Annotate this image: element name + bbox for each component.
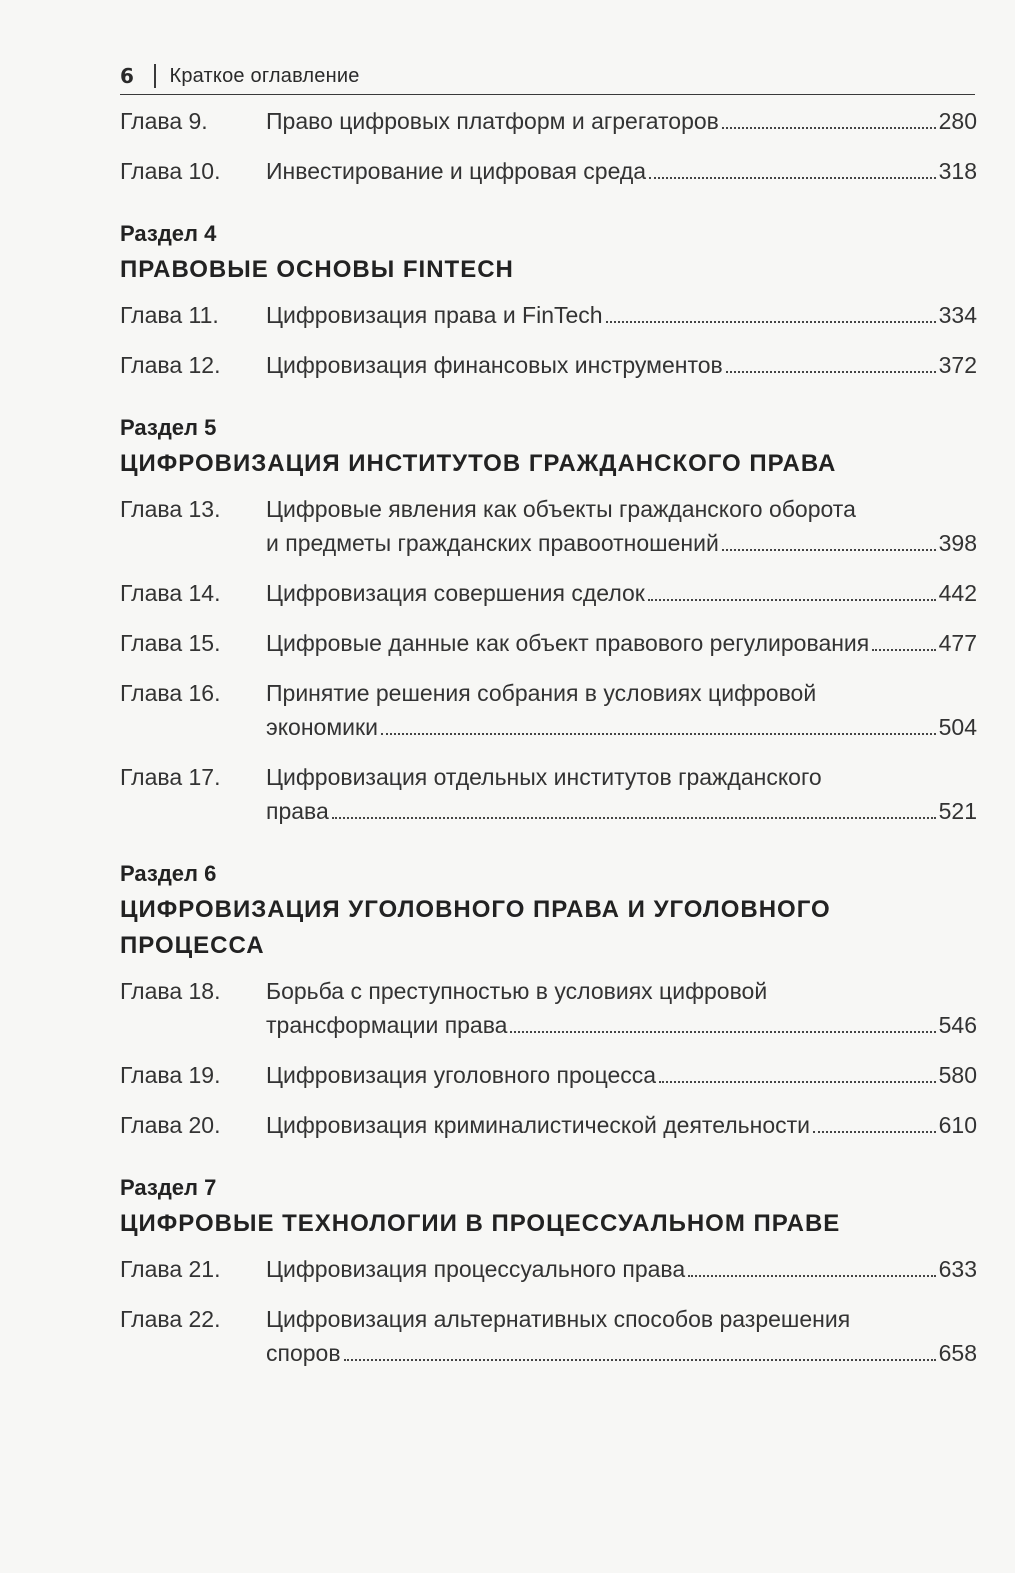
chapter-label: Глава 16. [120,680,221,706]
chapter-label: Глава 12. [120,352,221,378]
chapter-title-text: права [266,798,329,824]
chapter-title-last-line [266,576,977,610]
chapter-title-last-line [266,154,977,188]
toc-entry [120,1058,977,1092]
toc-entry [120,104,977,138]
chapter-title [266,348,977,382]
chapter-title-text: Цифровые данные как объект правового регулирования [266,630,870,656]
table-of-contents [120,104,977,1386]
chapter-title-line: Борьба с преступностью в условиях цифровой [266,978,768,1004]
chapter-page-number: 318 [938,158,977,184]
chapter-title-line: Цифровые явления как объекты гражданского оборота [266,496,856,522]
toc-entry [120,576,977,610]
section-heading: Раздел 4 [120,221,217,246]
chapter-page-number: 398 [938,530,977,556]
toc-section [120,410,977,828]
section-heading: Раздел 5 [120,415,217,440]
chapter-title [266,760,977,828]
chapter-title-text: трансформации права [266,1012,508,1038]
chapter-title [266,298,977,332]
chapter-title [266,676,977,744]
chapter-title-text: Цифровизация права и FinTech [266,302,603,328]
section-heading: Раздел 6 [120,861,217,886]
chapter-title [266,576,977,610]
chapter-title [266,104,977,138]
dot-leader [606,321,936,323]
page-number: 6 [120,64,134,88]
chapter-label: Глава 20. [120,1112,221,1138]
toc-entry [120,1252,977,1286]
chapter-title [266,974,977,1042]
chapter-title-last-line [266,794,977,828]
chapter-title-line: Цифровизация альтернативных способов разрешения [266,1306,851,1332]
chapter-page-number: 580 [938,1062,977,1088]
chapter-label: Глава 18. [120,978,221,1004]
toc-entry [120,298,977,332]
section-title: ЦИФРОВЫЕ ТЕХНОЛОГИИ В ПРОЦЕССУАЛЬНОМ ПРАВЕ [120,1210,841,1237]
dot-leader [872,649,935,651]
chapter-title-text: споров [266,1340,341,1366]
chapter-page-number: 521 [938,798,977,824]
toc-entry [120,1302,977,1370]
dot-leader [726,371,936,373]
chapter-title-text: Цифровизация финансовых инструментов [266,352,723,378]
chapter-label: Глава 14. [120,580,221,606]
chapter-label: Глава 21. [120,1256,221,1282]
toc-entry [120,676,977,744]
chapter-title [266,492,977,560]
chapter-label: Глава 10. [120,158,221,184]
chapter-title [266,1252,977,1286]
chapter-page-number: 546 [938,1012,977,1038]
chapter-title-last-line [266,1008,977,1042]
dot-leader [688,1275,935,1277]
chapter-label: Глава 22. [120,1306,221,1332]
chapter-title-last-line [266,298,977,332]
header-divider [154,64,156,88]
toc-entry [120,760,977,828]
chapter-page-number: 658 [938,1340,977,1366]
chapter-title-last-line [266,1058,977,1092]
toc-entry [120,974,977,1042]
chapter-title-text: Право цифровых платформ и агрегаторов [266,108,719,134]
dot-leader [344,1359,936,1361]
chapter-title-last-line [266,1108,977,1142]
chapter-label: Глава 15. [120,630,221,656]
chapter-page-number: 372 [938,352,977,378]
dot-leader [659,1081,936,1083]
dot-leader [381,733,936,735]
chapter-title-text: Инвестирование и цифровая среда [266,158,647,184]
section-title: ЦИФРОВИЗАЦИЯ УГОЛОВНОГО ПРАВА И УГОЛОВНОГО ПРОЦЕССА [120,896,831,959]
chapter-title-text: Цифровизация уголовного процесса [266,1062,657,1088]
chapter-title-last-line [266,1336,977,1370]
toc-section [120,1170,977,1370]
dot-leader [332,817,936,819]
chapter-title-last-line [266,526,977,560]
running-header [120,58,975,95]
toc-section [120,216,977,382]
dot-leader [722,549,936,551]
chapter-title-text: Цифровизация процессуального права [266,1256,686,1282]
section-heading: Раздел 7 [120,1175,217,1200]
chapter-title-text: и предметы гражданских правоотношений [266,530,719,556]
toc-entry [120,626,977,660]
chapter-title-line: Принятие решения собрания в условиях цифровой [266,680,817,706]
chapter-page-number: 442 [938,580,977,606]
chapter-title [266,626,977,660]
chapter-label: Глава 13. [120,496,221,522]
chapter-title-text: экономики [266,714,378,740]
chapter-label: Глава 11. [120,302,219,328]
section-title: ЦИФРОВИЗАЦИЯ ИНСТИТУТОВ ГРАЖДАНСКОГО ПРАВА [120,450,837,477]
chapter-title [266,1058,977,1092]
dot-leader [649,177,936,179]
chapter-title-last-line [266,1252,977,1286]
toc-entry [120,348,977,382]
chapter-page-number: 610 [938,1112,977,1138]
toc-entry [120,1108,977,1142]
running-title: Краткое оглавление [169,64,360,87]
chapter-label: Глава 19. [120,1062,221,1088]
chapter-title-text: Цифровизация криминалистической деятельности [266,1112,811,1138]
dot-leader [510,1031,935,1033]
chapter-title-last-line [266,348,977,382]
chapter-page-number: 504 [938,714,977,740]
chapter-label: Глава 17. [120,764,221,790]
chapter-title [266,1302,977,1370]
dot-leader [722,127,936,129]
chapter-title-last-line [266,104,977,138]
toc-section [120,856,977,1142]
toc-entry [120,154,977,188]
chapter-page-number: 477 [938,630,977,656]
chapter-page-number: 633 [938,1256,977,1282]
chapter-page-number: 280 [938,108,977,134]
chapter-title-last-line [266,710,977,744]
chapter-title [266,154,977,188]
section-title: ПРАВОВЫЕ ОСНОВЫ FINTECH [120,256,514,283]
chapter-page-number: 334 [938,302,977,328]
chapter-title-line: Цифровизация отдельных институтов гражданского [266,764,822,790]
chapter-title [266,1108,977,1142]
dot-leader [648,599,936,601]
chapter-label: Глава 9. [120,108,208,134]
chapter-title-text: Цифровизация совершения сделок [266,580,645,606]
dot-leader [813,1131,936,1133]
toc-entry [120,492,977,560]
chapter-title-last-line [266,626,977,660]
